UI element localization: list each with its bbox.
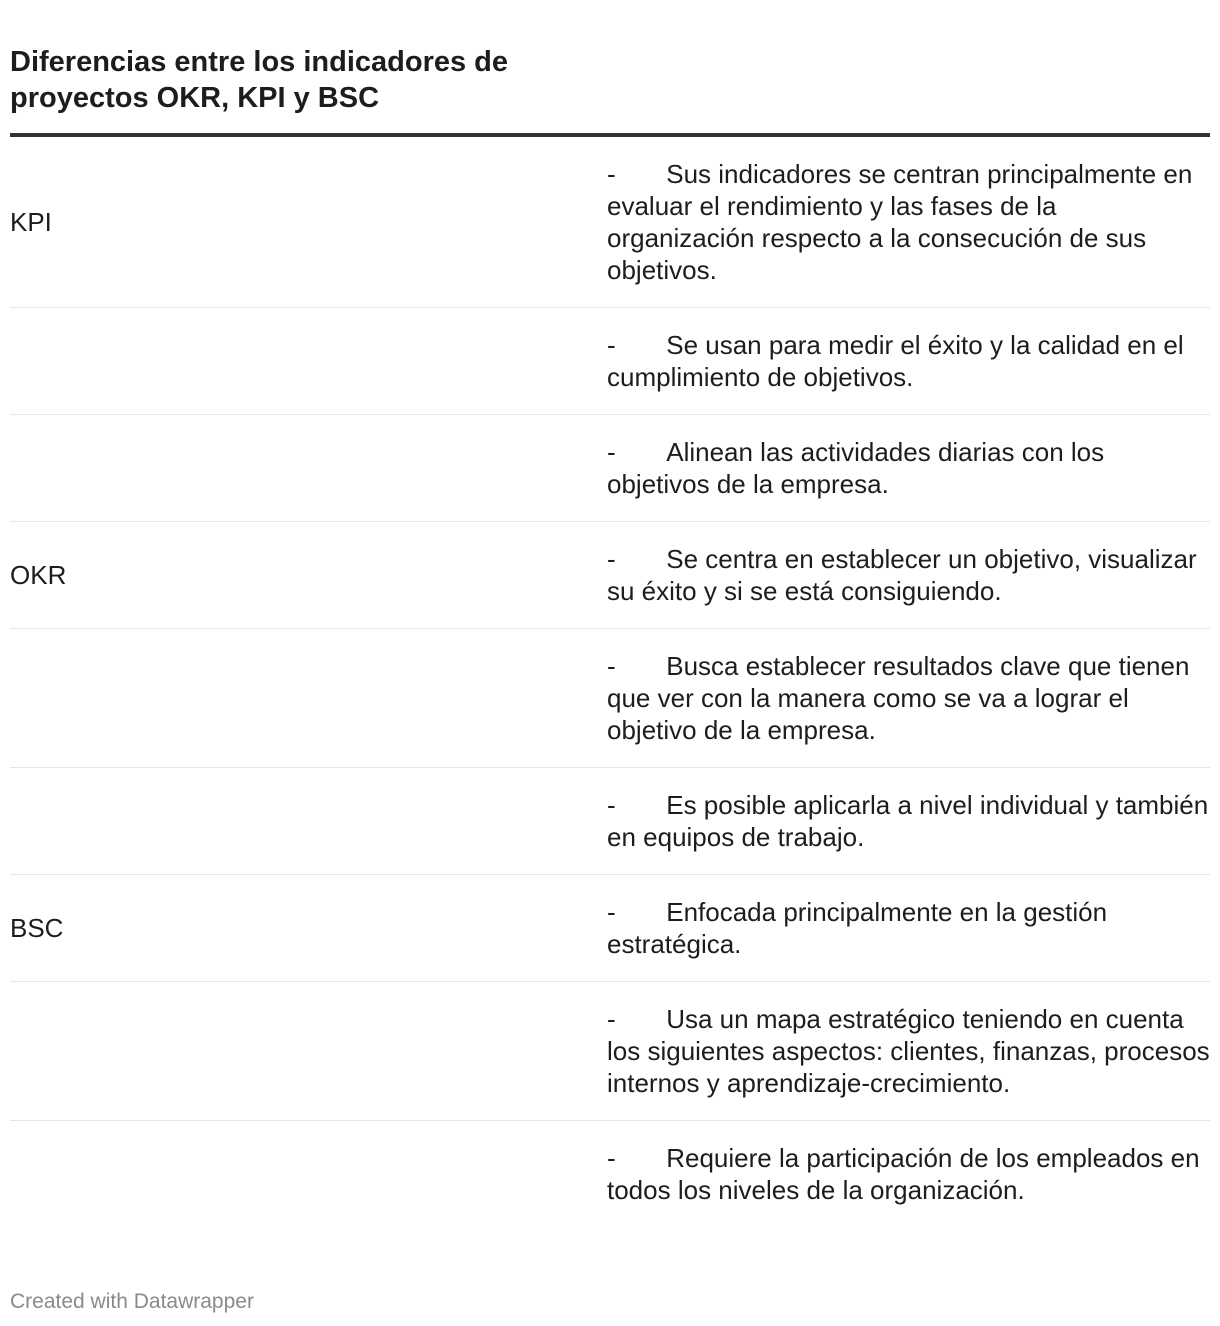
table-row [10, 522, 1210, 629]
row-text: - Sus indicadores se centran principalmente en evaluar el rendimiento y las fases de la organización respecto a la consecución de sus objetivos. [607, 159, 1200, 285]
chart-title: Diferencias entre los indicadores de proyectos OKR, KPI y BSC [10, 46, 509, 114]
row-text: - Alinean las actividades diarias con los objetivos de la empresa. [607, 437, 1112, 499]
table-row [10, 875, 1210, 982]
table-row [10, 629, 1210, 768]
row-text: - Busca establecer resultados clave que tienen que ver con la manera como se va a lograr el objetivo de la empresa. [607, 651, 1197, 745]
table-row [10, 308, 1210, 415]
row-label: OKR [10, 560, 67, 590]
row-text: - Enfocada principalmente en la gestión estratégica. [607, 897, 1115, 959]
row-text: - Es posible aplicarla a nivel individual y también en equipos de trabajo. [607, 790, 1216, 852]
row-text: - Usa un mapa estratégico teniendo en cuenta los siguientes aspectos: clientes, finanzas, procesos internos y aprendizaje-crecimiento. [607, 1004, 1217, 1098]
table-row [10, 137, 1210, 308]
table-row [10, 768, 1216, 875]
row-text: - Requiere la participación de los empleados en todos los niveles de la organización. [607, 1143, 1207, 1205]
row-label: BSC [10, 913, 64, 943]
table-row [10, 982, 1217, 1121]
credit-footer: Created with Datawrapper [10, 1290, 254, 1313]
row-text: - Se centra en establecer un objetivo, visualizar su éxito y si se está consiguiendo. [607, 544, 1204, 606]
data-table [10, 133, 1217, 1227]
row-label: KPI [10, 207, 52, 237]
row-text: - Se usan para medir el éxito y la calidad en el cumplimiento de objetivos. [607, 330, 1191, 392]
table-row [10, 1121, 1210, 1227]
table-row [10, 415, 1210, 522]
